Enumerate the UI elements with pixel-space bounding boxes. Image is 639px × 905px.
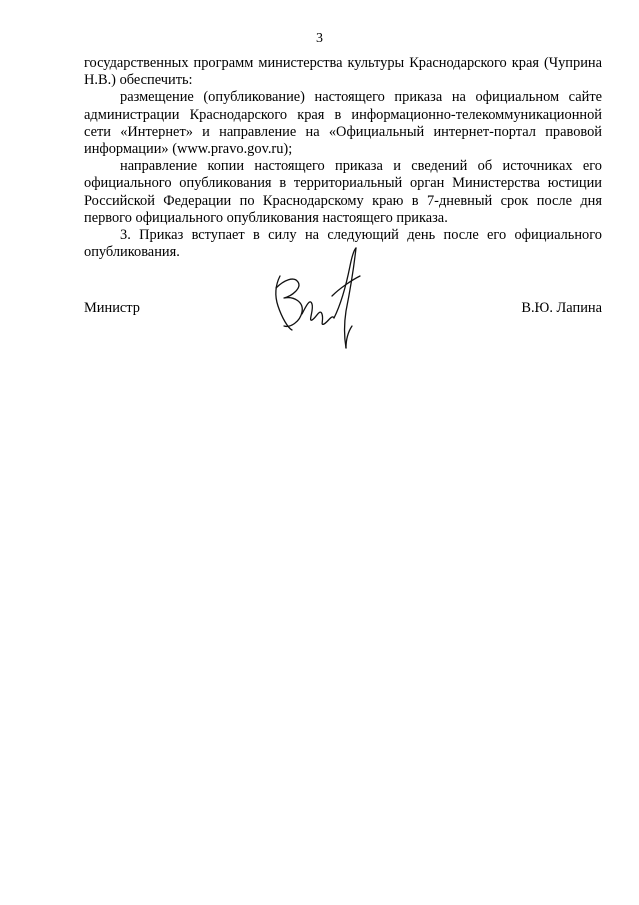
paragraph-publication: размещение (опубликование) настоящего приказа на официальном сайте администрации Краснодарского края в информационно-телекоммуникационной сети «Интернет» и направление на «Официальный интернет-портал правовой информации» (www.pravo.gov.ru); [84, 89, 602, 158]
document-body [84, 55, 602, 261]
paragraph-continuation: государственных программ министерства культуры Краснодарского края (Чуприна Н.В.) обеспечить: [84, 55, 602, 89]
page-number: 3 [316, 31, 323, 46]
signatory-title: Министр [84, 300, 140, 316]
handwritten-signature [262, 236, 382, 356]
paragraph-effective-date: 3. Приказ вступает в силу на следующий день после его официального опубликования. [84, 227, 602, 261]
paragraph-ministry-of-justice: направление копии настоящего приказа и сведений об источниках его официального опубликования в территориальный орган Министерства юстиции Российской Федерации по Краснодарскому краю в 7-дневный срок после дня первого официального опубликования настоящего приказа. [84, 158, 602, 226]
signatory-name: В.Ю. Лапина [521, 300, 602, 316]
